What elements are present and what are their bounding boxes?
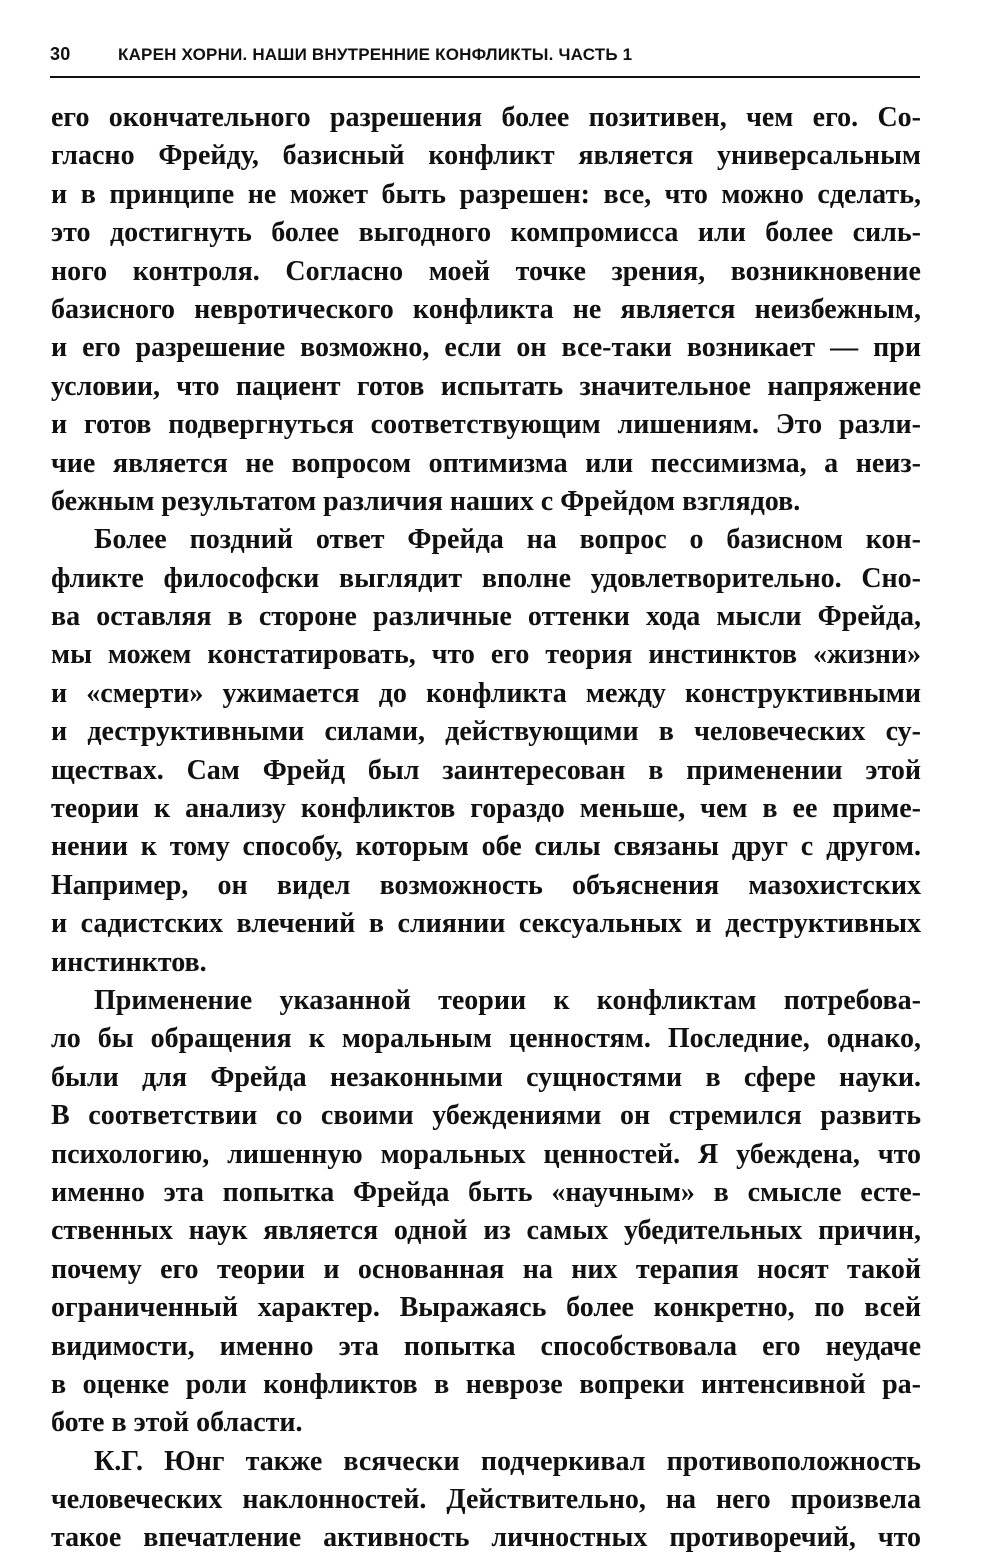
running-title: КАРЕН ХОРНИ. НАШИ ВНУТРЕННИЕ КОНФЛИКТЫ. ЧАСТЬ 1 (118, 45, 633, 64)
text-line: видимости, именно эта попытка способствовала его неудаче (51, 1330, 921, 1362)
text-line: Более поздний ответ Фрейда на вопрос о базисном кон- (94, 524, 921, 556)
paragraph (51, 99, 921, 521)
text-line: бежным результатом различия наших с Фрейдом взглядов. (51, 485, 801, 517)
page-header (50, 40, 920, 78)
text-line: были для Фрейда незаконными сущностями в сфере науки. (51, 1061, 921, 1093)
body-text (51, 99, 921, 1558)
text-line: и деструктивными силами, действующими в человеческих су- (51, 716, 921, 748)
text-line: и «смерти» ужимается до конфликта между конструктивными (51, 677, 921, 709)
text-line: это достигнуть более выгодного компромисса или более силь- (51, 217, 921, 249)
text-line: человеческих наклонностей. Действительно, на него произвела (51, 1484, 921, 1516)
text-line: ществах. Сам Фрейд был заинтересован в применении этой (51, 754, 921, 786)
text-line: психологию, лишенную моральных ценностей. Я убеждена, что (51, 1138, 921, 1170)
text-line: и в принципе не может быть разрешен: все, что можно сделать, (51, 178, 921, 210)
text-line: мы можем констатировать, что его теория инстинктов «жизни» (51, 639, 921, 671)
text-line: инстинктов. (51, 946, 207, 978)
page-number: 30 (50, 44, 71, 64)
text-line: почему его теории и основанная на них терапия носят такой (51, 1253, 921, 1285)
text-line: ло бы обращения к моральным ценностям. Последние, однако, (51, 1023, 921, 1055)
text-line: в оценке роли конфликтов в неврозе вопреки интенсивной ра- (51, 1368, 921, 1400)
text-line: и его разрешение возможно, если он все-таки возникает — при (51, 332, 921, 364)
text-line: ственных наук является одной из самых убедительных причин, (51, 1215, 921, 1247)
text-line: его окончательного разрешения более позитивен, чем его. Со- (51, 102, 921, 133)
text-line: гласно Фрейду, базисный конфликт является универсальным (51, 140, 921, 172)
text-line: именно эта попытка Фрейда быть «научным» в смысле есте- (51, 1176, 921, 1208)
text-line: теории к анализу конфликтов гораздо меньше, чем в ее приме- (51, 793, 921, 825)
text-line: и садистских влечений в слиянии сексуальных и деструктивных (51, 908, 921, 940)
text-line: чие является не вопросом оптимизма или пессимизма, а неиз- (51, 447, 921, 479)
text-line: фликте философски выглядит вполне удовлетворительно. Сно- (51, 562, 921, 594)
text-line: и готов подвергнуться соответствующим лишениям. Это разли- (51, 409, 921, 441)
text-line: боте в этой области. (51, 1407, 303, 1439)
text-line: ва оставляя в стороне различные оттенки хода мысли Фрейда, (51, 601, 921, 633)
text-line: нении к тому способу, которым обе силы связаны друг с другом. (51, 831, 921, 863)
text-line: ного контроля. Согласно моей точке зрения, возникновение (51, 255, 921, 287)
paragraph (51, 1443, 921, 1558)
text-line: ограниченный характер. Выражаясь более конкретно, по всей (51, 1292, 921, 1324)
text-line: базисного невротического конфликта не является неизбежным, (51, 293, 921, 325)
text-line: К.Г. Юнг также всячески подчеркивал противоположность (94, 1445, 921, 1477)
text-line: условии, что пациент готов испытать значительное напряжение (51, 370, 921, 402)
paragraph (51, 982, 921, 1443)
text-line: Применение указанной теории к конфликтам потребова- (94, 984, 921, 1016)
text-line: такое впечатление активность личностных противоречий, что (51, 1522, 921, 1554)
paragraph (51, 521, 921, 982)
text-line: Например, он видел возможность объяснения мазохистских (51, 869, 921, 901)
text-line: В соответствии со своими убеждениями он стремился развить (51, 1100, 921, 1132)
